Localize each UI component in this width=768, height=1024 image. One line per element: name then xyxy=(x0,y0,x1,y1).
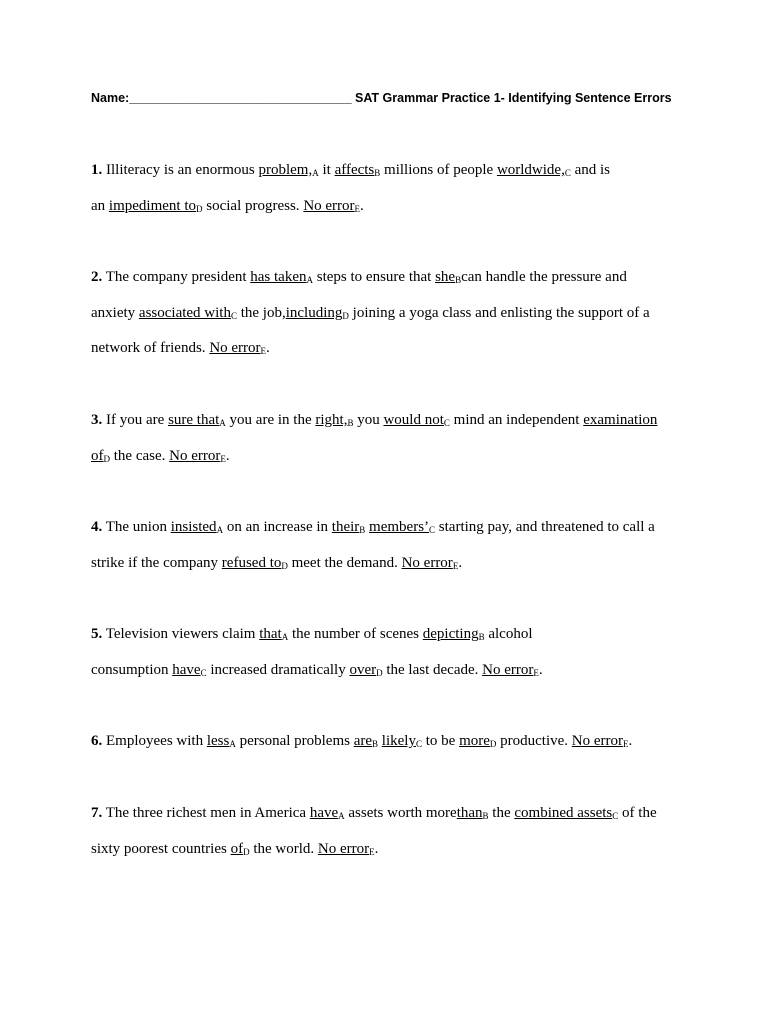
underlined-choice: No error xyxy=(169,447,221,464)
page-header xyxy=(91,91,672,105)
answer-choice-letter: A xyxy=(229,739,236,749)
answer-choice-letter: A xyxy=(219,418,226,428)
question-7-line-1 xyxy=(91,805,657,822)
question-2-line-1 xyxy=(91,269,627,286)
question-number: 3. xyxy=(91,412,103,428)
underlined-choice: that xyxy=(259,626,282,642)
underlined-choice: No error xyxy=(401,554,453,571)
sentence-text: increased dramatically xyxy=(206,661,350,678)
question-5-line-2 xyxy=(91,662,543,679)
question-2-line-2 xyxy=(91,305,650,322)
sentence-text: starting pay, and threatened to call a xyxy=(435,519,655,535)
sentence-text: . xyxy=(628,733,633,749)
underlined-choice: No error xyxy=(482,661,534,678)
sentence-text: to be xyxy=(421,733,460,749)
answer-choice-letter: C xyxy=(564,168,571,178)
answer-choice-letter: D xyxy=(243,846,250,857)
sentence-text: and is xyxy=(570,162,611,178)
underlined-choice: of xyxy=(230,840,244,857)
sentence-text: meet the demand. xyxy=(287,554,402,571)
question-2-line-3 xyxy=(91,340,270,357)
answer-choice-letter: C xyxy=(230,310,237,321)
question-7-line-2 xyxy=(91,841,378,858)
answer-choice-letter: B xyxy=(347,418,354,428)
question-4-line-2 xyxy=(91,555,462,572)
answer-choice-letter: A xyxy=(306,275,313,285)
underlined-choice: than xyxy=(456,805,483,821)
answer-choice-letter: D xyxy=(376,667,383,678)
underlined-choice: insisted xyxy=(170,519,217,535)
sentence-text: the xyxy=(488,805,515,821)
question-number: 5. xyxy=(91,626,103,642)
underlined-choice: No error xyxy=(303,197,355,214)
name-field-label: Name:________________________________ xyxy=(91,91,352,105)
underlined-choice: impediment to xyxy=(108,197,196,214)
answer-choice-letter: E xyxy=(533,667,539,678)
sentence-text: the world. xyxy=(249,840,318,857)
sentence-text: . xyxy=(458,554,463,571)
sentence-text: . xyxy=(374,840,379,857)
underlined-choice: worldwide, xyxy=(496,162,565,178)
sentence-text: anxiety xyxy=(91,304,139,321)
sentence-text: you xyxy=(353,412,384,428)
answer-choice-letter: A xyxy=(312,168,319,178)
underlined-choice: would not xyxy=(383,412,444,428)
question-number: 4. xyxy=(91,519,103,535)
sentence-text: an xyxy=(91,197,109,214)
sentence-text: social progress. xyxy=(202,197,304,214)
underlined-choice: have xyxy=(172,661,201,678)
answer-choice-letter: E xyxy=(260,346,267,357)
sentence-text: of the xyxy=(618,805,657,821)
sentence-text: the number of scenes xyxy=(288,626,423,642)
underlined-choice: affects xyxy=(334,162,375,178)
sentence-text: can handle the pressure and xyxy=(461,269,627,285)
underlined-choice: their xyxy=(331,519,360,535)
question-4-line-1 xyxy=(91,519,655,536)
answer-choice-letter: B xyxy=(359,525,366,535)
sentence-text: sixty poorest countries xyxy=(91,840,231,857)
sentence-text: mind an independent xyxy=(449,412,584,428)
sentence-text: productive. xyxy=(496,733,572,749)
sentence-text: . xyxy=(225,447,230,464)
underlined-choice: associated with xyxy=(138,304,231,321)
sentence-text: consumption xyxy=(91,661,173,678)
sentence-text: The union xyxy=(102,519,171,535)
answer-choice-letter: B xyxy=(478,632,485,642)
answer-choice-letter: C xyxy=(612,811,619,821)
answer-choice-letter: D xyxy=(281,560,288,571)
answer-choice-letter: A xyxy=(281,632,289,642)
sentence-text: personal problems xyxy=(235,733,354,749)
underlined-choice: No error xyxy=(317,840,370,857)
worksheet-title: SAT Grammar Practice 1- Identifying Sentence Errors xyxy=(355,91,672,105)
underlined-choice: sure that xyxy=(168,412,220,428)
question-6-line-1 xyxy=(91,733,632,750)
underlined-choice: likely xyxy=(381,733,416,749)
answer-choice-letter: D xyxy=(342,310,349,321)
answer-choice-letter: D xyxy=(103,453,110,464)
answer-choice-letter: B xyxy=(374,168,381,178)
sentence-text: Television viewers claim xyxy=(102,626,260,642)
underlined-choice: right, xyxy=(315,412,348,428)
sentence-text: the last decade. xyxy=(382,661,483,678)
question-number: 7. xyxy=(91,805,103,821)
question-1-line-1 xyxy=(91,162,610,179)
answer-choice-letter: C xyxy=(415,739,422,749)
underlined-choice: No error xyxy=(209,340,261,357)
sentence-text: you are in the xyxy=(225,412,316,428)
answer-choice-letter: E xyxy=(623,739,629,749)
underlined-choice: No error xyxy=(571,733,624,749)
sentence-text: The three richest men in America xyxy=(102,805,310,821)
underlined-choice: she xyxy=(435,269,456,285)
question-3-line-1 xyxy=(91,412,657,429)
question-number: 6. xyxy=(91,733,103,749)
underlined-choice: has taken xyxy=(250,269,307,285)
sentence-text: strike if the company xyxy=(91,554,222,571)
underlined-choice: of xyxy=(91,447,104,464)
underlined-choice: are xyxy=(353,733,373,749)
answer-choice-letter: A xyxy=(338,811,345,821)
question-1-line-2 xyxy=(91,198,364,215)
answer-choice-letter: E xyxy=(369,846,375,857)
sentence-text: Employees with xyxy=(102,733,207,749)
answer-choice-letter: B xyxy=(482,811,489,821)
question-number: 2. xyxy=(91,269,103,285)
underlined-choice: examination xyxy=(583,412,658,428)
underlined-choice: over xyxy=(349,661,377,678)
answer-choice-letter: E xyxy=(452,560,459,571)
sentence-text: . xyxy=(266,340,270,357)
sentence-text: . xyxy=(538,661,543,678)
answer-choice-letter: E xyxy=(220,453,226,464)
question-number: 1. xyxy=(91,162,103,178)
underlined-choice: depicting xyxy=(422,626,479,642)
sentence-text: assets worth more xyxy=(344,805,457,821)
underlined-choice: refused to xyxy=(221,554,282,571)
answer-choice-letter: C xyxy=(443,418,450,428)
sentence-text: The company president xyxy=(102,269,251,285)
answer-choice-letter: C xyxy=(200,667,207,678)
underlined-choice: combined assets xyxy=(514,805,613,821)
sentence-text: the job, xyxy=(236,304,286,321)
answer-choice-letter: D xyxy=(196,203,203,214)
sentence-text: on an increase in xyxy=(223,519,332,535)
sentence-text: Illiteracy is an enormous xyxy=(102,162,259,178)
sentence-text: network of friends. xyxy=(91,340,210,357)
answer-choice-letter: A xyxy=(216,525,224,535)
sentence-text: . xyxy=(360,197,364,214)
question-5-line-1 xyxy=(91,626,533,643)
question-3-line-2 xyxy=(91,448,230,465)
answer-choice-letter: C xyxy=(429,525,436,535)
sentence-text: the case. xyxy=(110,447,170,464)
sentence-text: joining a yoga class and enlisting the support of a xyxy=(348,304,650,321)
sentence-text: millions of people xyxy=(380,162,497,178)
underlined-choice: problem, xyxy=(258,162,313,178)
answer-choice-letter: B xyxy=(372,739,379,749)
sentence-text: If you are xyxy=(102,412,169,428)
underlined-choice: more xyxy=(459,733,490,749)
sentence-text: it xyxy=(318,162,335,178)
sentence-text: steps to ensure that xyxy=(313,269,436,285)
answer-choice-letter: E xyxy=(354,203,361,214)
underlined-choice: including xyxy=(285,304,343,321)
answer-choice-letter: D xyxy=(489,739,497,749)
answer-choice-letter: B xyxy=(455,275,462,285)
sentence-text: alcohol xyxy=(484,626,533,642)
underlined-choice: less xyxy=(206,733,230,749)
underlined-choice: members’ xyxy=(369,519,430,535)
underlined-choice: have xyxy=(309,805,339,821)
